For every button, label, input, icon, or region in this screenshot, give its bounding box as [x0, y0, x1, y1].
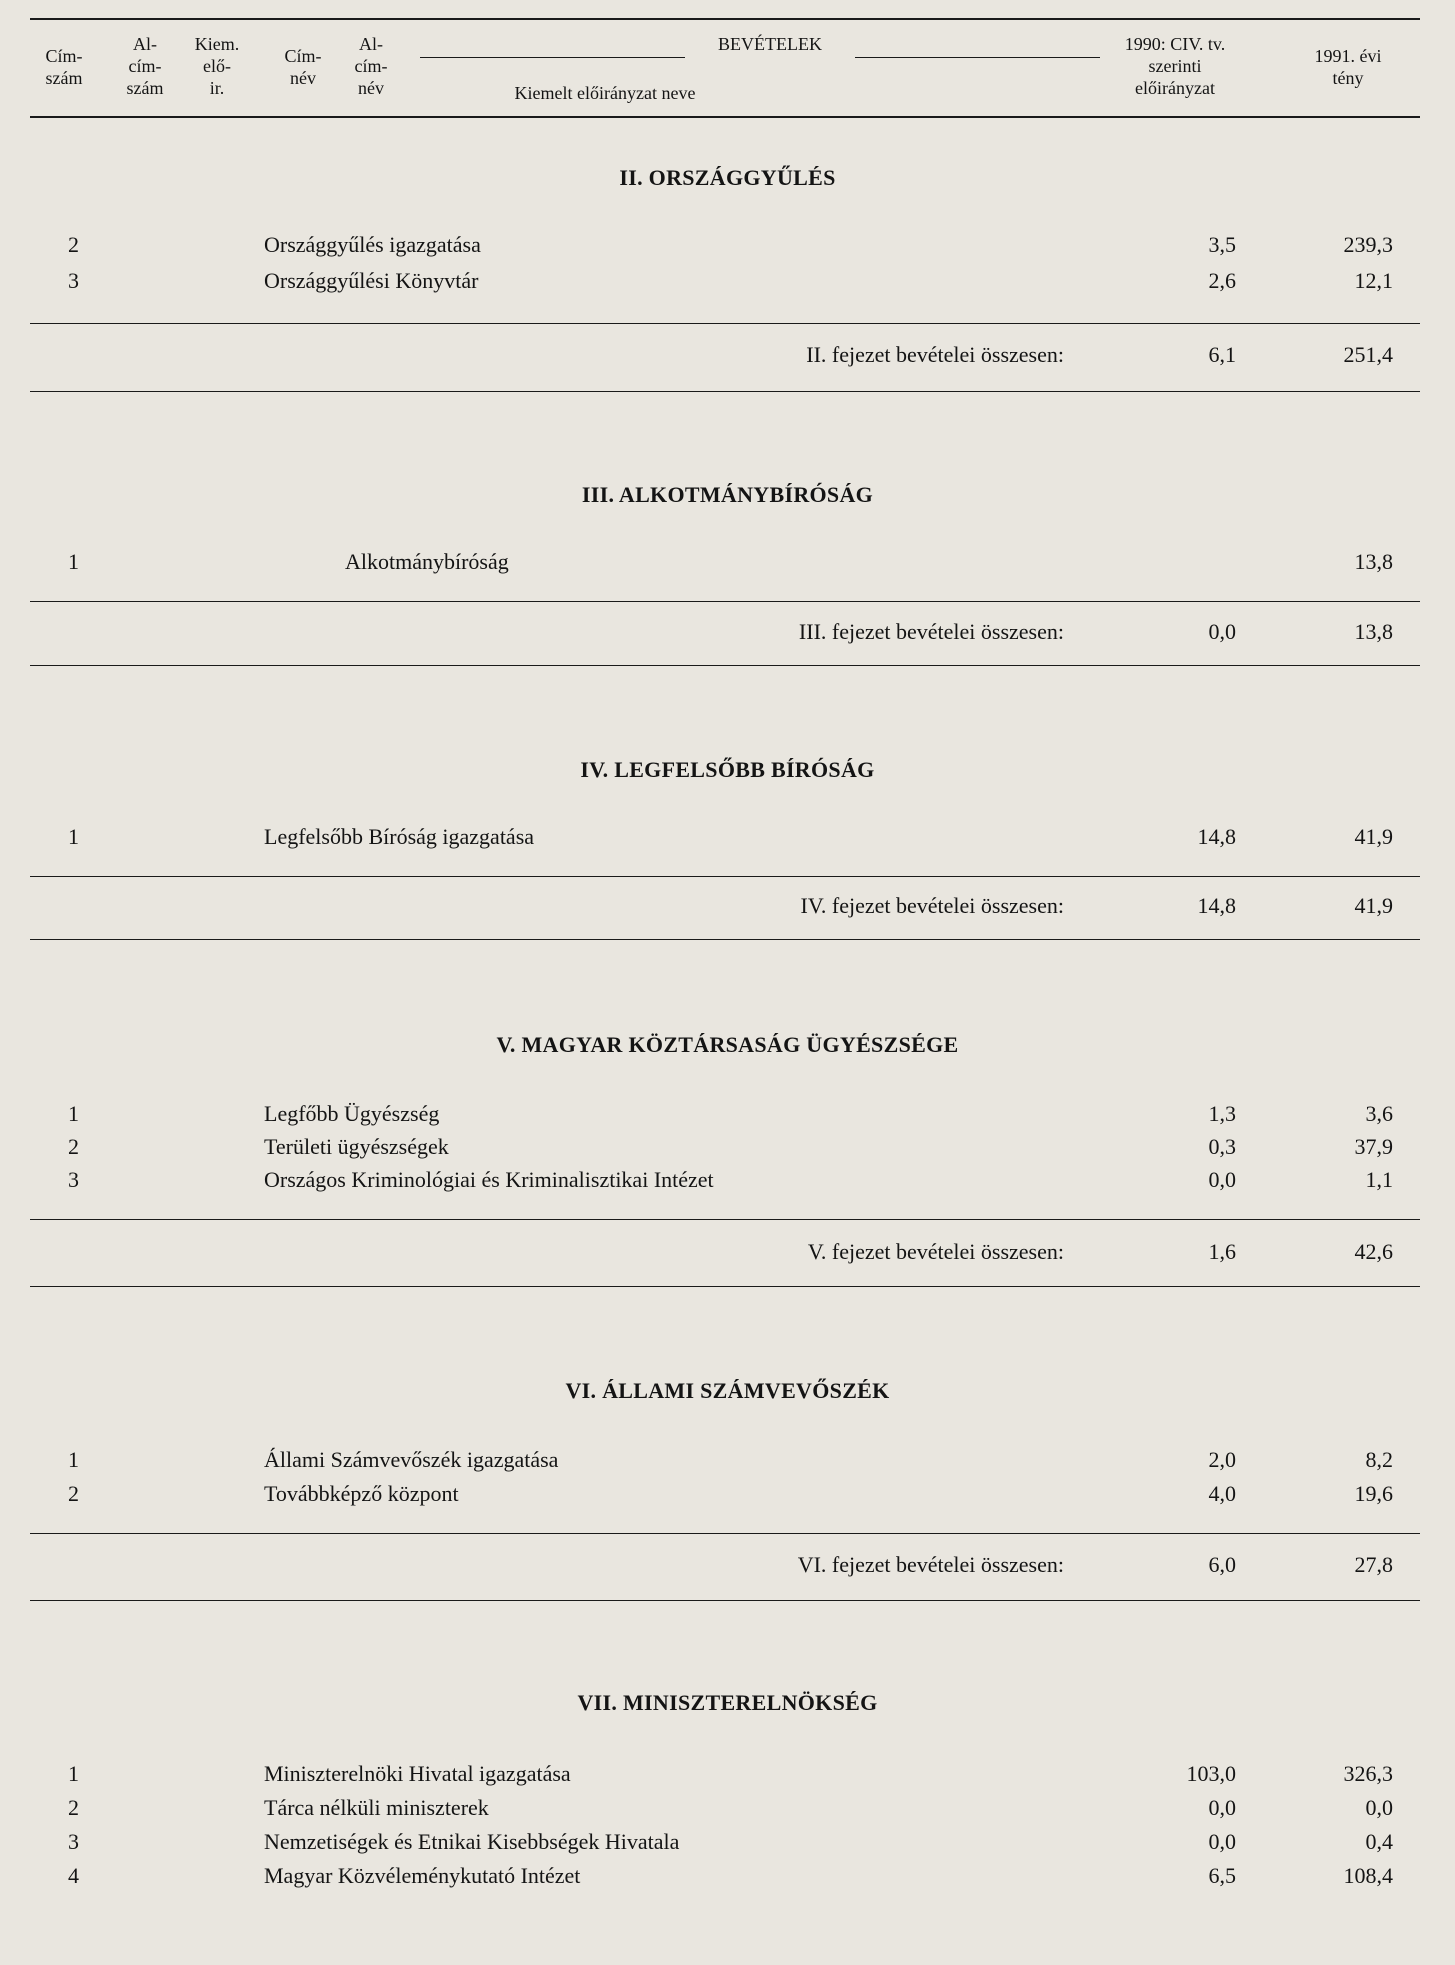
total-value-1990: 1,6 [1208, 1239, 1236, 1264]
row-value-1991: 108,4 [1343, 1863, 1393, 1888]
section-total-row [0, 619, 1455, 649]
table-row [0, 268, 1455, 298]
header-alcimszam: Al- cím- szám [126, 34, 164, 98]
total-value-1991: 41,9 [1354, 893, 1393, 918]
row-number: 4 [68, 1863, 79, 1888]
row-number: 1 [68, 549, 79, 574]
header-kiemeloir: Kiem. elő- ir. [194, 34, 240, 98]
table-row [0, 549, 1455, 579]
total-value-1990: 6,1 [1208, 342, 1236, 367]
total-label: VI. fejezet bevételei összesen: [797, 1552, 1064, 1577]
row-name: Országgyűlési Könyvtár [264, 268, 479, 293]
row-value-1990: 6,5 [1208, 1863, 1236, 1888]
table-row [0, 1167, 1455, 1197]
section-rule [30, 601, 1420, 602]
row-name: Legfelsőbb Bíróság igazgatása [264, 824, 535, 849]
row-value-1990: 3,5 [1208, 232, 1236, 257]
section-total-row [0, 1552, 1455, 1582]
total-value-1991: 42,6 [1354, 1239, 1393, 1264]
section-total-row [0, 342, 1455, 372]
table-row [0, 1447, 1455, 1477]
row-name: Magyar Közvéleménykutató Intézet [264, 1863, 581, 1888]
row-number: 3 [68, 1829, 79, 1854]
row-name: Nemzetiségek és Etnikai Kisebbségek Hivatala [264, 1829, 680, 1854]
total-label: V. fejezet bevételei összesen: [807, 1239, 1064, 1264]
total-value-1991: 13,8 [1354, 619, 1393, 644]
row-number: 2 [68, 1481, 79, 1506]
header-1990: 1990: CIV. tv. szerinti előirányzat [1124, 34, 1226, 98]
row-number: 3 [68, 1167, 79, 1192]
row-name: Országos Kriminológiai és Kriminalisztikai Intézet [264, 1167, 714, 1192]
header-bevetelek-line-right [855, 57, 1100, 58]
table-row [0, 1481, 1455, 1511]
top-rule [30, 18, 1420, 20]
row-value-1990: 2,0 [1208, 1447, 1236, 1472]
row-value-1990: 14,8 [1197, 824, 1236, 849]
row-name: Tárca nélküli miniszterek [264, 1795, 489, 1820]
row-number: 2 [68, 1134, 79, 1159]
table-row [0, 1134, 1455, 1164]
section-total-row [0, 1239, 1455, 1269]
row-value-1991: 13,8 [1354, 549, 1393, 574]
section-heading: III. ALKOTMÁNYBÍRÓSÁG [581, 482, 874, 507]
table-row [0, 232, 1455, 262]
section-heading: V. MAGYAR KÖZTÁRSASÁG ÜGYÉSZSÉGE [496, 1032, 959, 1057]
table-row [0, 1761, 1455, 1791]
section-total-row [0, 893, 1455, 923]
total-label: II. fejezet bevételei összesen: [806, 342, 1064, 367]
row-value-1991: 239,3 [1343, 232, 1393, 257]
total-value-1990: 6,0 [1208, 1552, 1236, 1577]
section-rule [30, 1533, 1420, 1534]
row-value-1991: 41,9 [1354, 824, 1393, 849]
row-value-1990: 103,0 [1186, 1761, 1236, 1786]
row-number: 2 [68, 232, 79, 257]
row-value-1991: 1,1 [1365, 1167, 1393, 1192]
header-cimszam: Cím- szám [45, 46, 83, 88]
row-number: 1 [68, 1761, 79, 1786]
row-value-1991: 0,0 [1365, 1795, 1393, 1820]
row-value-1991: 19,6 [1354, 1481, 1393, 1506]
row-value-1990: 4,0 [1208, 1481, 1236, 1506]
section-rule [30, 1600, 1420, 1601]
section-rule [30, 1286, 1420, 1287]
row-value-1991: 37,9 [1354, 1134, 1393, 1159]
section-rule [30, 665, 1420, 666]
section-rule [30, 391, 1420, 392]
section-heading: IV. LEGFELSŐBB BÍRÓSÁG [580, 757, 875, 782]
total-value-1991: 27,8 [1354, 1552, 1393, 1577]
row-value-1990: 0,3 [1208, 1134, 1236, 1159]
row-value-1991: 12,1 [1354, 268, 1393, 293]
row-value-1990: 2,6 [1208, 268, 1236, 293]
row-value-1990: 0,0 [1208, 1795, 1236, 1820]
header-1991: 1991. évi tény [1314, 46, 1382, 88]
section-rule [30, 323, 1420, 324]
table-row [0, 1101, 1455, 1131]
table-row [0, 824, 1455, 854]
section-rule [30, 1219, 1420, 1220]
row-value-1991: 326,3 [1343, 1761, 1393, 1786]
total-value-1990: 14,8 [1197, 893, 1236, 918]
section-heading: II. ORSZÁGGYŰLÉS [619, 165, 836, 190]
table-row [0, 1795, 1455, 1825]
row-name: Alkotmánybíróság [345, 549, 509, 574]
row-name: Állami Számvevőszék igazgatása [264, 1447, 559, 1472]
row-name: Országgyűlés igazgatása [264, 232, 481, 257]
row-number: 1 [68, 824, 79, 849]
table-row [0, 1863, 1455, 1893]
row-value-1990: 1,3 [1208, 1101, 1236, 1126]
row-name: Miniszterelnöki Hivatal igazgatása [264, 1761, 571, 1786]
row-number: 1 [68, 1101, 79, 1126]
total-label: IV. fejezet bevételei összesen: [800, 893, 1064, 918]
section-heading: VII. MINISZTERELNÖKSÉG [577, 1690, 878, 1715]
row-number: 3 [68, 268, 79, 293]
section-rule [30, 876, 1420, 877]
header-bevetelek: BEVÉTELEK [718, 34, 822, 54]
total-value-1990: 0,0 [1208, 619, 1236, 644]
header-cimnev: Cím- név [284, 46, 322, 88]
row-value-1991: 8,2 [1365, 1447, 1393, 1472]
header-kiemelt-neve: Kiemelt előirányzat neve [514, 83, 696, 103]
row-name: Legfőbb Ügyészség [264, 1101, 440, 1126]
row-value-1991: 0,4 [1365, 1829, 1393, 1854]
section-rule [30, 939, 1420, 940]
row-name: Területi ügyészségek [264, 1134, 449, 1159]
row-number: 2 [68, 1795, 79, 1820]
total-label: III. fejezet bevételei összesen: [798, 619, 1064, 644]
row-number: 1 [68, 1447, 79, 1472]
header-alcimnev: Al- cím- név [354, 34, 388, 98]
header-bottom-rule [30, 116, 1420, 118]
header-bevetelek-line-left [420, 57, 685, 58]
row-value-1990: 0,0 [1208, 1167, 1236, 1192]
row-value-1990: 0,0 [1208, 1829, 1236, 1854]
section-heading: VI. ÁLLAMI SZÁMVEVŐSZÉK [565, 1378, 890, 1403]
total-value-1991: 251,4 [1343, 342, 1393, 367]
row-value-1991: 3,6 [1365, 1101, 1393, 1126]
table-row [0, 1829, 1455, 1859]
row-name: Továbbképző központ [264, 1481, 459, 1506]
